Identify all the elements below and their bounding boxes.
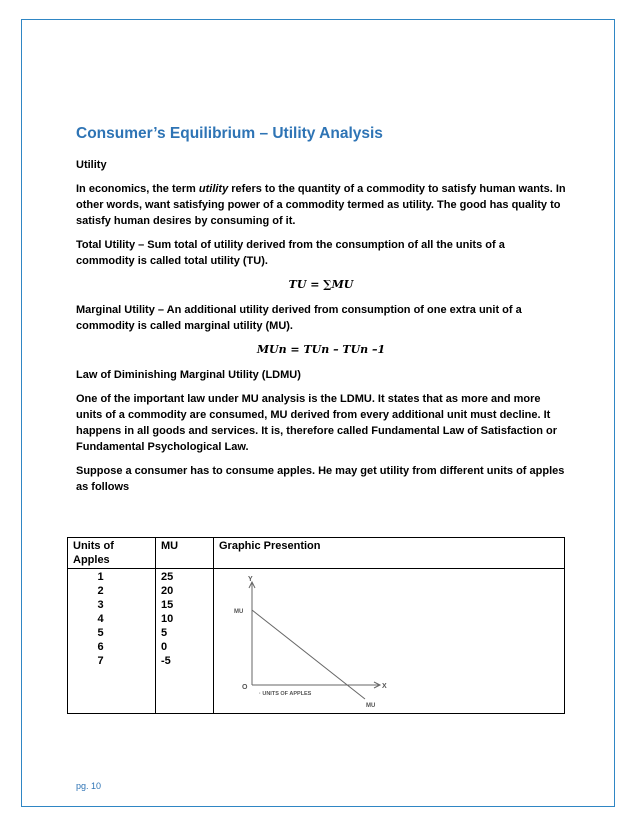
origin-label: O <box>242 684 248 691</box>
suppose-paragraph: Suppose a consumer has to consume apples. He may get utility from different units of apples as follows <box>76 465 565 493</box>
mu-table <box>67 537 565 714</box>
mu-value: 25 <box>161 571 174 583</box>
unit-value: 1 <box>97 571 104 583</box>
page-number: pg. 10 <box>76 781 102 791</box>
mu-graph <box>214 569 404 709</box>
mu-value: 10 <box>161 613 174 625</box>
mu-formula: MUn = TUn – TUn –1 <box>256 343 386 356</box>
graph-cell <box>214 569 565 714</box>
utility-text-post: refers to the quantity of a commodity to satisfy human wants. In other words, want satisfying power of a commodity termed as utility. The good has quality to satisfy human desires by consuming of it. <box>76 183 566 227</box>
table-row <box>68 569 565 714</box>
unit-value: 3 <box>97 599 104 611</box>
page-content <box>76 125 566 503</box>
mu-cell <box>156 569 214 714</box>
unit-value: 6 <box>97 641 104 653</box>
y-axis-label: Y <box>248 576 253 583</box>
utility-term: utility <box>198 183 229 195</box>
curve-label: MU <box>366 703 376 709</box>
x-caption: · UNITS OF APPLES <box>259 691 312 697</box>
mu-value: -5 <box>161 655 171 667</box>
marginal-utility-paragraph: Marginal Utility – An additional utility derived from consumption of one extra unit of a commodity is called marginal utility (MU). <box>76 304 522 332</box>
total-utility-paragraph: Total Utility – Sum total of utility derived from the consumption of all the units of a commodity is called total utility (TU). <box>76 239 505 267</box>
header-units: Units of Apples <box>68 538 156 569</box>
units-cell <box>68 569 156 714</box>
units-list <box>73 570 150 668</box>
x-axis-label: X <box>382 683 387 690</box>
mu-curve <box>252 610 365 699</box>
tu-formula: TU = ∑MU <box>288 278 354 291</box>
unit-value: 4 <box>97 613 104 625</box>
mu-value: 20 <box>161 585 174 597</box>
page-title: Consumer’s Equilibrium – Utility Analysis <box>76 125 383 142</box>
utility-text-pre: In economics, the term <box>76 183 199 195</box>
unit-value: 7 <box>97 655 104 667</box>
mu-value: 5 <box>161 627 168 639</box>
mu-value: 15 <box>161 599 174 611</box>
mu-list <box>161 570 208 668</box>
mu-value: 0 <box>161 641 168 653</box>
utility-heading: Utility <box>76 159 107 171</box>
ldmu-paragraph: One of the important law under MU analysis is the LDMU. It states that as more and more units of a commodity are consumed, MU derived from every additional unit must decline. It happens in all goods and services. It is, therefore called Fundamental Law of Satisfaction or Fundamental Psychological Law. <box>76 393 558 453</box>
unit-value: 2 <box>97 585 104 597</box>
ldmu-heading: Law of Diminishing Marginal Utility (LDMU) <box>76 369 301 381</box>
unit-value: 5 <box>97 627 104 639</box>
header-mu: MU <box>156 538 214 569</box>
mu-axis-label: MU <box>234 609 244 615</box>
table-header-row <box>68 538 565 569</box>
header-graphic: Graphic Presention <box>214 538 565 569</box>
utility-paragraph <box>76 181 566 229</box>
